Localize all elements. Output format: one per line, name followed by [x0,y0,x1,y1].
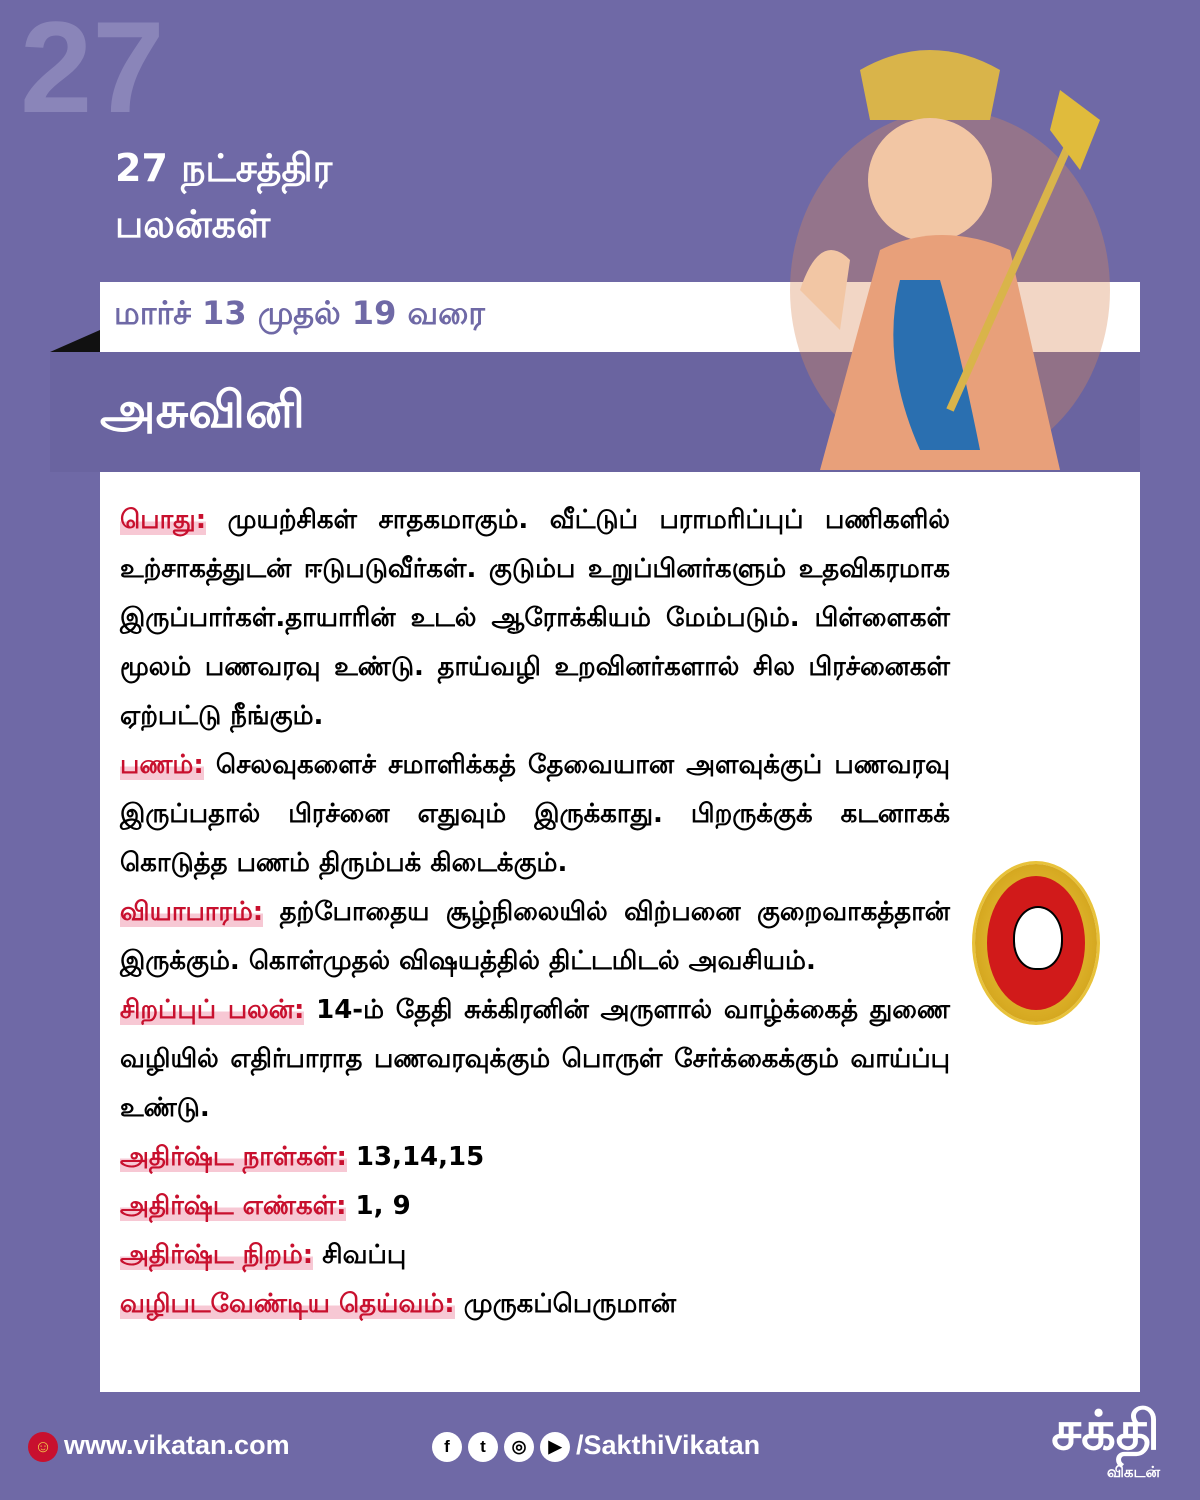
corner-fold [50,330,100,352]
vikatan-logo-icon: ☺ [28,1432,58,1462]
section-label: பொது: [120,505,207,535]
brand-logo [1051,1400,1160,1482]
lucky-numbers [120,1182,950,1231]
section-text: 14-ம் தேதி சுக்கிரனின் அருளால் வாழ்க்கைத் துணை வழியில் எதிர்பாராத பணவரவுக்கும் பொருள் சேர்க்கைக்கும் வாய்ப்பு உண்டு. [120,995,950,1123]
section-text: முருகப்பெருமான் [463,1289,677,1319]
section-label: அதிர்ஷ்ட எண்கள்: [120,1191,347,1221]
section-text: 13,14,15 [355,1142,485,1172]
section-label: அதிர்ஷ்ட நாள்கள்: [120,1142,347,1172]
star-name: அசுவினி [100,381,305,439]
section-text: 1, 9 [355,1191,411,1221]
lucky-color [120,1231,950,1280]
horoscope-content [100,472,1140,1392]
murugan-illustration [760,30,1130,470]
website-link[interactable]: www.vikatan.com [64,1430,290,1460]
footer [0,1392,1200,1500]
section-text: தற்போதைய சூழ்நிலையில் விற்பனை குறைவாகத்தான் இருக்கும். கொள்முதல் விஷயத்தில் திட்டமிடல் அவசியம். [120,897,950,976]
lower-section [0,472,1200,1500]
instagram-icon[interactable]: ◎ [504,1432,534,1462]
title-line-1: 27 நட்சத்திர [115,146,333,190]
title-line-2: பலன்கள் [115,202,271,246]
twitter-icon[interactable]: t [468,1432,498,1462]
footer-website[interactable] [28,1428,290,1462]
section-label: வழிபடவேண்டிய தெய்வம்: [120,1289,455,1319]
section-general [120,496,950,741]
background-number: 27 [20,0,165,140]
section-text: செலவுகளைச் சமாளிக்கத் தேவையான அளவுக்குப் பணவரவு இருப்பதால் பிரச்னை எதுவும் இருக்காது. பிறருக்குக் கடனாகக் கொடுத்த பணம் திரும்பக் கிடைக்கும். [120,750,950,878]
section-text: முயற்சிகள் சாதகமாகும். வீட்டுப் பராமரிப்புப் பணிகளில் உற்சாகத்துடன் ஈடுபடுவீர்கள். குடும்ப உறுப்பினர்களும் உதவிகரமாக இருப்பார்கள்.தாயாரின் உடல் ஆரோக்கியம் மேம்படும். பிள்ளைகள் மூலம் பணவரவு உண்டு. தாய்வழி உறவினர்களால் சில பிரச்னைகள் ஏற்பட்டு நீங்கும். [120,505,950,731]
youtube-icon[interactable]: ▶ [540,1432,570,1462]
page-title [115,140,332,252]
section-business [120,888,950,986]
facebook-icon[interactable]: f [432,1432,462,1462]
section-money [120,741,950,888]
lucky-days [120,1133,950,1182]
date-range: மார்ச் 13 முதல் 19 வரை [114,294,485,332]
social-handle[interactable]: /SakthiVikatan [576,1430,761,1460]
section-text: சிவப்பு [322,1240,407,1270]
vikatan-brand-sub: விகடன் [1106,1463,1160,1481]
section-special [120,986,950,1133]
footer-social [432,1428,760,1462]
deity-to-worship [120,1280,950,1329]
section-label: சிறப்புப் பலன்: [120,995,305,1025]
section-label: பணம்: [120,750,204,780]
sakthi-brand: சக்தி [1051,1399,1160,1462]
section-label: அதிர்ஷ்ட நிறம்: [120,1240,314,1270]
section-label: வியாபாரம்: [120,897,264,927]
vikatan-mascot-logo [975,864,1097,1022]
